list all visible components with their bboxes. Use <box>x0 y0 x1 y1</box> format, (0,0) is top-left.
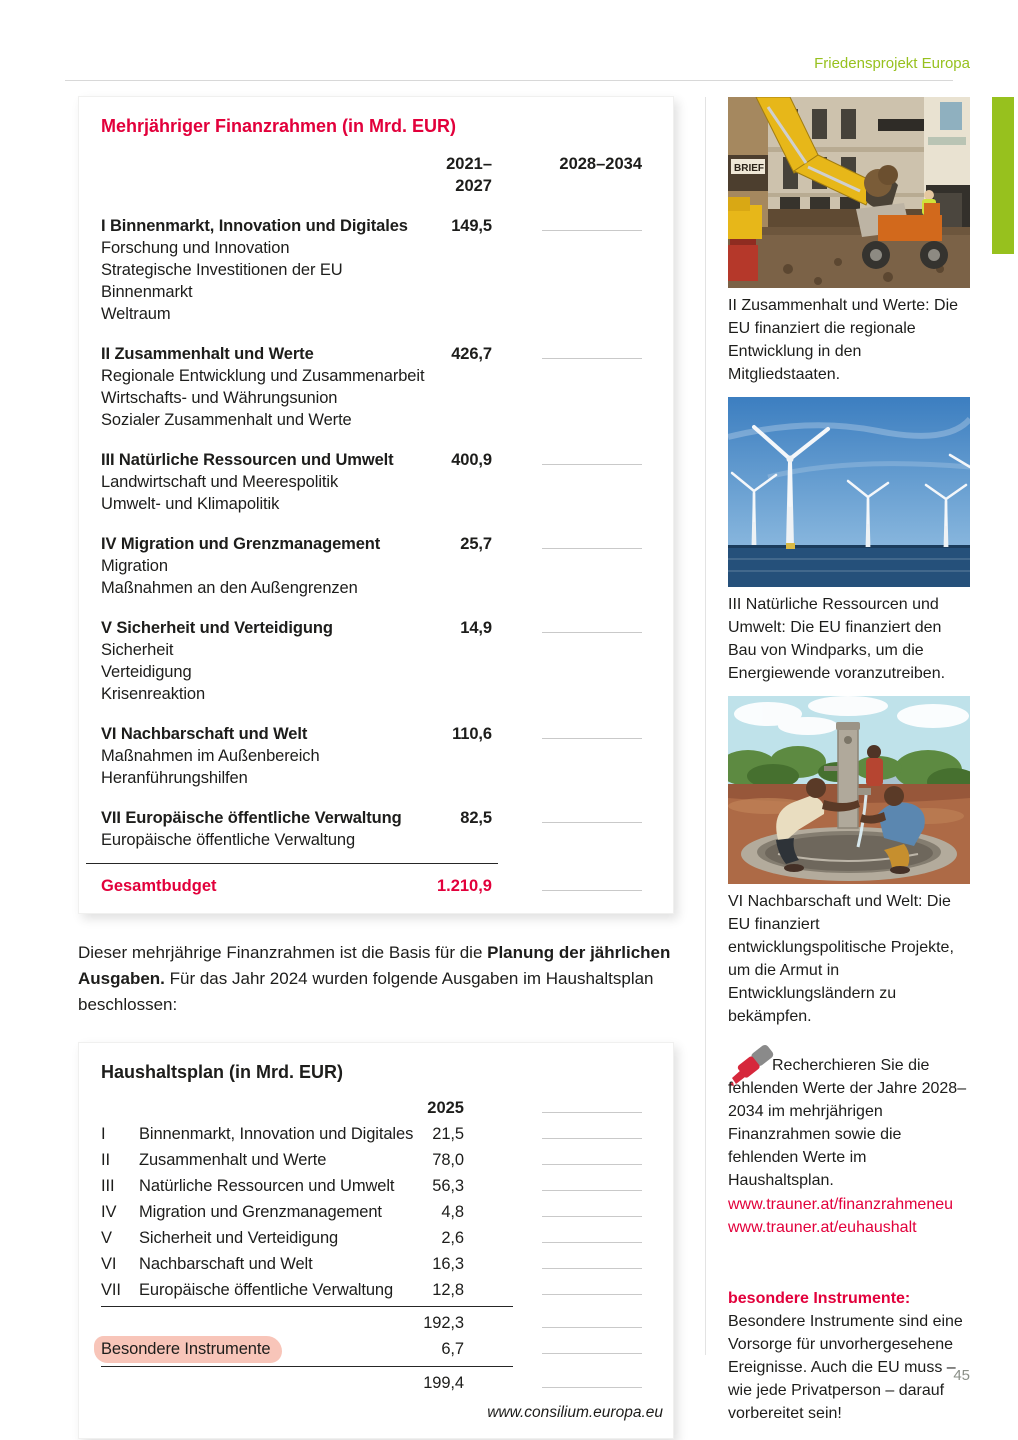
budget-row-value: 16,3 <box>432 1255 464 1273</box>
mff-subitem-label: Sozialer Zusammenhalt und Werte <box>101 411 352 429</box>
budget-sum-rule <box>101 1306 513 1307</box>
budget-row-numeral: VI <box>101 1255 117 1273</box>
mff-subitem-label: Wirtschafts- und Währungsunion <box>101 389 338 407</box>
blank-answer-line <box>542 807 642 823</box>
intro-paragraph-bold: Planung der jährlichen Ausgaben. <box>78 943 671 988</box>
budget-row-label: Zusammenhalt und Werte <box>139 1151 327 1169</box>
budget-row-label: Sicherheit und Verteidigung <box>139 1229 339 1247</box>
research-task <box>728 1054 970 1239</box>
budget-total-rule <box>101 1366 513 1367</box>
mff-sum-rule <box>86 863 498 864</box>
mff-section-value: 82,5 <box>460 809 492 827</box>
intro-paragraph-part1: Dieser mehrjährige Finanzrahmen ist die Basis für die <box>78 943 488 962</box>
mff-section-heading: VI Nachbarschaft und Welt <box>101 725 308 743</box>
mff-subitem-label: Weltraum <box>101 305 171 323</box>
budget-row-numeral: II <box>101 1151 110 1169</box>
blank-answer-line <box>542 533 642 549</box>
budget-row <box>101 1251 649 1277</box>
budget-row <box>101 1173 649 1199</box>
mff-subitem-label: Heranführungshilfen <box>101 769 248 787</box>
budget-row-numeral: V <box>101 1229 112 1247</box>
blank-answer-line <box>542 875 642 891</box>
blank-answer-line <box>542 1310 642 1328</box>
mff-section-heading-row <box>101 449 649 471</box>
mff-subitem-row <box>101 555 649 577</box>
mff-subitem-label: Sicherheit <box>101 641 174 659</box>
definition-note <box>728 1287 970 1425</box>
blank-answer-line <box>542 343 642 359</box>
mff-section <box>101 215 649 325</box>
figure-caption: II Zusammenhalt und Werte: Die EU finanziert die regionale Entwicklung in den Mitgliedstaaten. <box>728 297 959 383</box>
mff-subitem-label: Europäische öffentliche Verwaltung <box>101 831 356 849</box>
blank-answer-line <box>542 1199 642 1217</box>
mff-section-heading-row <box>101 343 649 365</box>
blank-answer-line <box>542 1121 642 1139</box>
mff-section-heading: VII Europäische öffentliche Verwaltung <box>101 809 402 827</box>
mff-subitem-row <box>101 829 649 851</box>
source-link[interactable]: www.consilium.europa.eu <box>487 1404 663 1421</box>
mff-subitem-label: Maßnahmen im Außenbereich <box>101 747 320 765</box>
mff-section-value: 25,7 <box>460 535 492 553</box>
budget-row <box>101 1147 649 1173</box>
blank-answer-line <box>542 449 642 465</box>
budget-row-value: 21,5 <box>432 1125 464 1143</box>
mff-subitem-label: Binnenmarkt <box>101 283 193 301</box>
main-column <box>78 96 674 1439</box>
budget-col-2025: 2025 <box>427 1099 464 1117</box>
mff-subitem-label: Umwelt- und Klimapolitik <box>101 495 280 513</box>
mff-subitem-row <box>101 683 649 705</box>
mff-section <box>101 617 649 705</box>
budget-row-numeral: IV <box>101 1203 117 1221</box>
definition-note-lead: besondere Instrumente: <box>728 1290 911 1307</box>
page-number: 45 <box>953 1367 970 1384</box>
mff-subitem-label: Krisenreaktion <box>101 685 206 703</box>
mff-subitem-row <box>101 259 649 281</box>
budget-row-numeral: VII <box>101 1281 121 1299</box>
mff-subitem-label: Regionale Entwicklung und Zusammenarbeit <box>101 367 425 385</box>
page-header-title: Friedensprojekt Europa <box>814 55 970 72</box>
budget-row-numeral: III <box>101 1177 115 1195</box>
budget-special-label <box>101 1336 414 1363</box>
header-rule <box>65 80 953 81</box>
blank-answer-line <box>542 1336 642 1354</box>
mff-col-2028-2034: 2028–2034 <box>559 155 642 173</box>
mff-table-box <box>78 96 674 914</box>
budget-total-row <box>101 1370 649 1396</box>
budget-subtotal-value: 192,3 <box>423 1314 464 1332</box>
mff-section-heading: IV Migration und Grenzmanagement <box>101 535 381 553</box>
budget-row-value: 56,3 <box>432 1177 464 1195</box>
budget-row-value: 4,8 <box>441 1203 464 1221</box>
budget-row-value: 12,8 <box>432 1281 464 1299</box>
mff-subitem-row <box>101 745 649 767</box>
mff-total-label: Gesamtbudget <box>101 877 217 895</box>
mff-section <box>101 807 649 851</box>
mff-subitem-row <box>101 365 649 387</box>
mff-section-heading-row <box>101 617 649 639</box>
svg-text:BRIEF: BRIEF <box>734 163 764 174</box>
figure-caption: VI Nachbarschaft und Welt: Die EU finanziert entwicklungspolitische Projekte, um die Armut in Entwicklungsländern zu bekämpfen. <box>728 893 954 1025</box>
mff-subitem-row <box>101 493 649 515</box>
budget-row-numeral: I <box>101 1125 106 1143</box>
blank-answer-line <box>542 723 642 739</box>
photo-wind-park <box>728 397 970 587</box>
mff-subitem-row <box>101 577 649 599</box>
mff-subitem-label: Landwirtschaft und Meerespolitik <box>101 473 339 491</box>
highlight-mark: Besondere Instrumente <box>94 1336 282 1363</box>
mff-section-heading-row <box>101 533 649 555</box>
budget-row <box>101 1225 649 1251</box>
mff-section <box>101 533 649 599</box>
figure-caption: III Natürliche Ressourcen und Umwelt: Die EU finanziert den Bau von Windparks, um die Energiewende voranzutreiben. <box>728 596 946 682</box>
intro-paragraph <box>78 940 678 1018</box>
budget-table-title: Haushaltsplan (in Mrd. EUR) <box>101 1062 344 1082</box>
intro-paragraph-part2: Für das Jahr 2024 wurden folgende Ausgaben im Haushaltsplan beschlossen: <box>78 969 654 1014</box>
mff-column-headers <box>101 153 649 197</box>
chapter-tab <box>992 97 1014 254</box>
budget-special-value: 6,7 <box>441 1340 464 1358</box>
budget-row <box>101 1277 649 1303</box>
mff-subitem-row <box>101 281 649 303</box>
budget-row <box>101 1121 649 1147</box>
mff-section-heading-row <box>101 807 649 829</box>
mff-subitem-label: Forschung und Innovation <box>101 239 290 257</box>
blank-answer-line <box>542 617 642 633</box>
mff-subitem-row <box>101 639 649 661</box>
mff-section-heading-row <box>101 215 649 237</box>
budget-table-box <box>78 1042 674 1439</box>
budget-row <box>101 1199 649 1225</box>
mff-section-heading-row <box>101 723 649 745</box>
budget-special-row <box>101 1336 649 1363</box>
mff-subitem-row <box>101 387 649 409</box>
marker-pen-icon <box>728 1054 772 1074</box>
budget-row-label: Nachbarschaft und Welt <box>139 1255 313 1273</box>
sidebar <box>728 97 970 1425</box>
budget-total-value: 199,4 <box>423 1374 464 1392</box>
definition-note-text: Besondere Instrumente sind eine Vorsorge für unvorhergesehene Ereignisse. Auch die EU muss – wie jede Privatperson – darauf vorbereitet sein! <box>728 1313 963 1422</box>
budget-row-label: Europäische öffentliche Verwaltung <box>139 1281 394 1299</box>
mff-section-value: 110,6 <box>452 725 492 743</box>
mff-section-heading: I Binnenmarkt, Innovation und Digitales <box>101 217 408 235</box>
mff-subitem-row <box>101 409 649 431</box>
research-task-text: Recherchieren Sie die fehlenden Werte der Jahre 2028–2034 im mehrjährigen Finanzrahmen sowie die fehlenden Werte im Haushaltsplan. <box>728 1057 967 1189</box>
budget-column-header <box>101 1095 649 1121</box>
research-links <box>728 1193 970 1239</box>
photo-construction-site <box>728 97 970 288</box>
mff-section-heading: II Zusammenhalt und Werte <box>101 345 314 363</box>
mff-section <box>101 723 649 789</box>
photo-water-pump <box>728 696 970 884</box>
mff-subitem-label: Verteidigung <box>101 663 192 681</box>
blank-answer-line <box>542 1147 642 1165</box>
mff-subitem-row <box>101 767 649 789</box>
mff-section <box>101 343 649 431</box>
mff-subitem-row <box>101 237 649 259</box>
blank-answer-line <box>542 1173 642 1191</box>
mff-section-value: 149,5 <box>451 217 492 235</box>
blank-answer-line <box>542 1277 642 1295</box>
column-divider <box>705 97 706 1355</box>
mff-subitem-label: Strategische Investitionen der EU <box>101 261 343 279</box>
mff-col-2021-2027: 2021–2027 <box>446 155 492 195</box>
mff-section <box>101 449 649 515</box>
link-euhaushalt[interactable]: www.trauner.at/euhaushalt <box>728 1219 917 1236</box>
blank-answer-line <box>542 1370 642 1388</box>
mff-section-heading: III Natürliche Ressourcen und Umwelt <box>101 451 394 469</box>
mff-total-row <box>101 875 649 897</box>
mff-subitem-row <box>101 303 649 325</box>
mff-section-heading: V Sicherheit und Verteidigung <box>101 619 333 637</box>
blank-answer-line <box>542 1251 642 1269</box>
mff-total-value: 1.210,9 <box>436 877 492 895</box>
budget-row-label: Natürliche Ressourcen und Umwelt <box>139 1177 395 1195</box>
mff-section-value: 400,9 <box>451 451 492 469</box>
mff-subitem-row <box>101 471 649 493</box>
budget-row-value: 78,0 <box>432 1151 464 1169</box>
blank-answer-line <box>542 215 642 231</box>
mff-subitem-row <box>101 661 649 683</box>
mff-section-value: 426,7 <box>451 345 492 363</box>
budget-row-label: Migration und Grenzmanagement <box>139 1203 382 1221</box>
mff-table-title: Mehrjähriger Finanzrahmen (in Mrd. EUR) <box>101 116 457 136</box>
mff-subitem-label: Maßnahmen an den Außengrenzen <box>101 579 358 597</box>
blank-answer-line <box>542 1225 642 1243</box>
budget-subtotal-row <box>101 1310 649 1336</box>
mff-section-value: 14,9 <box>460 619 492 637</box>
budget-row-value: 2,6 <box>441 1229 464 1247</box>
budget-row-label: Binnenmarkt, Innovation und Digitales <box>139 1125 414 1143</box>
blank-answer-line <box>542 1095 642 1113</box>
mff-subitem-label: Migration <box>101 557 168 575</box>
link-finanzrahmen[interactable]: www.trauner.at/finanzrahmeneu <box>728 1196 954 1213</box>
